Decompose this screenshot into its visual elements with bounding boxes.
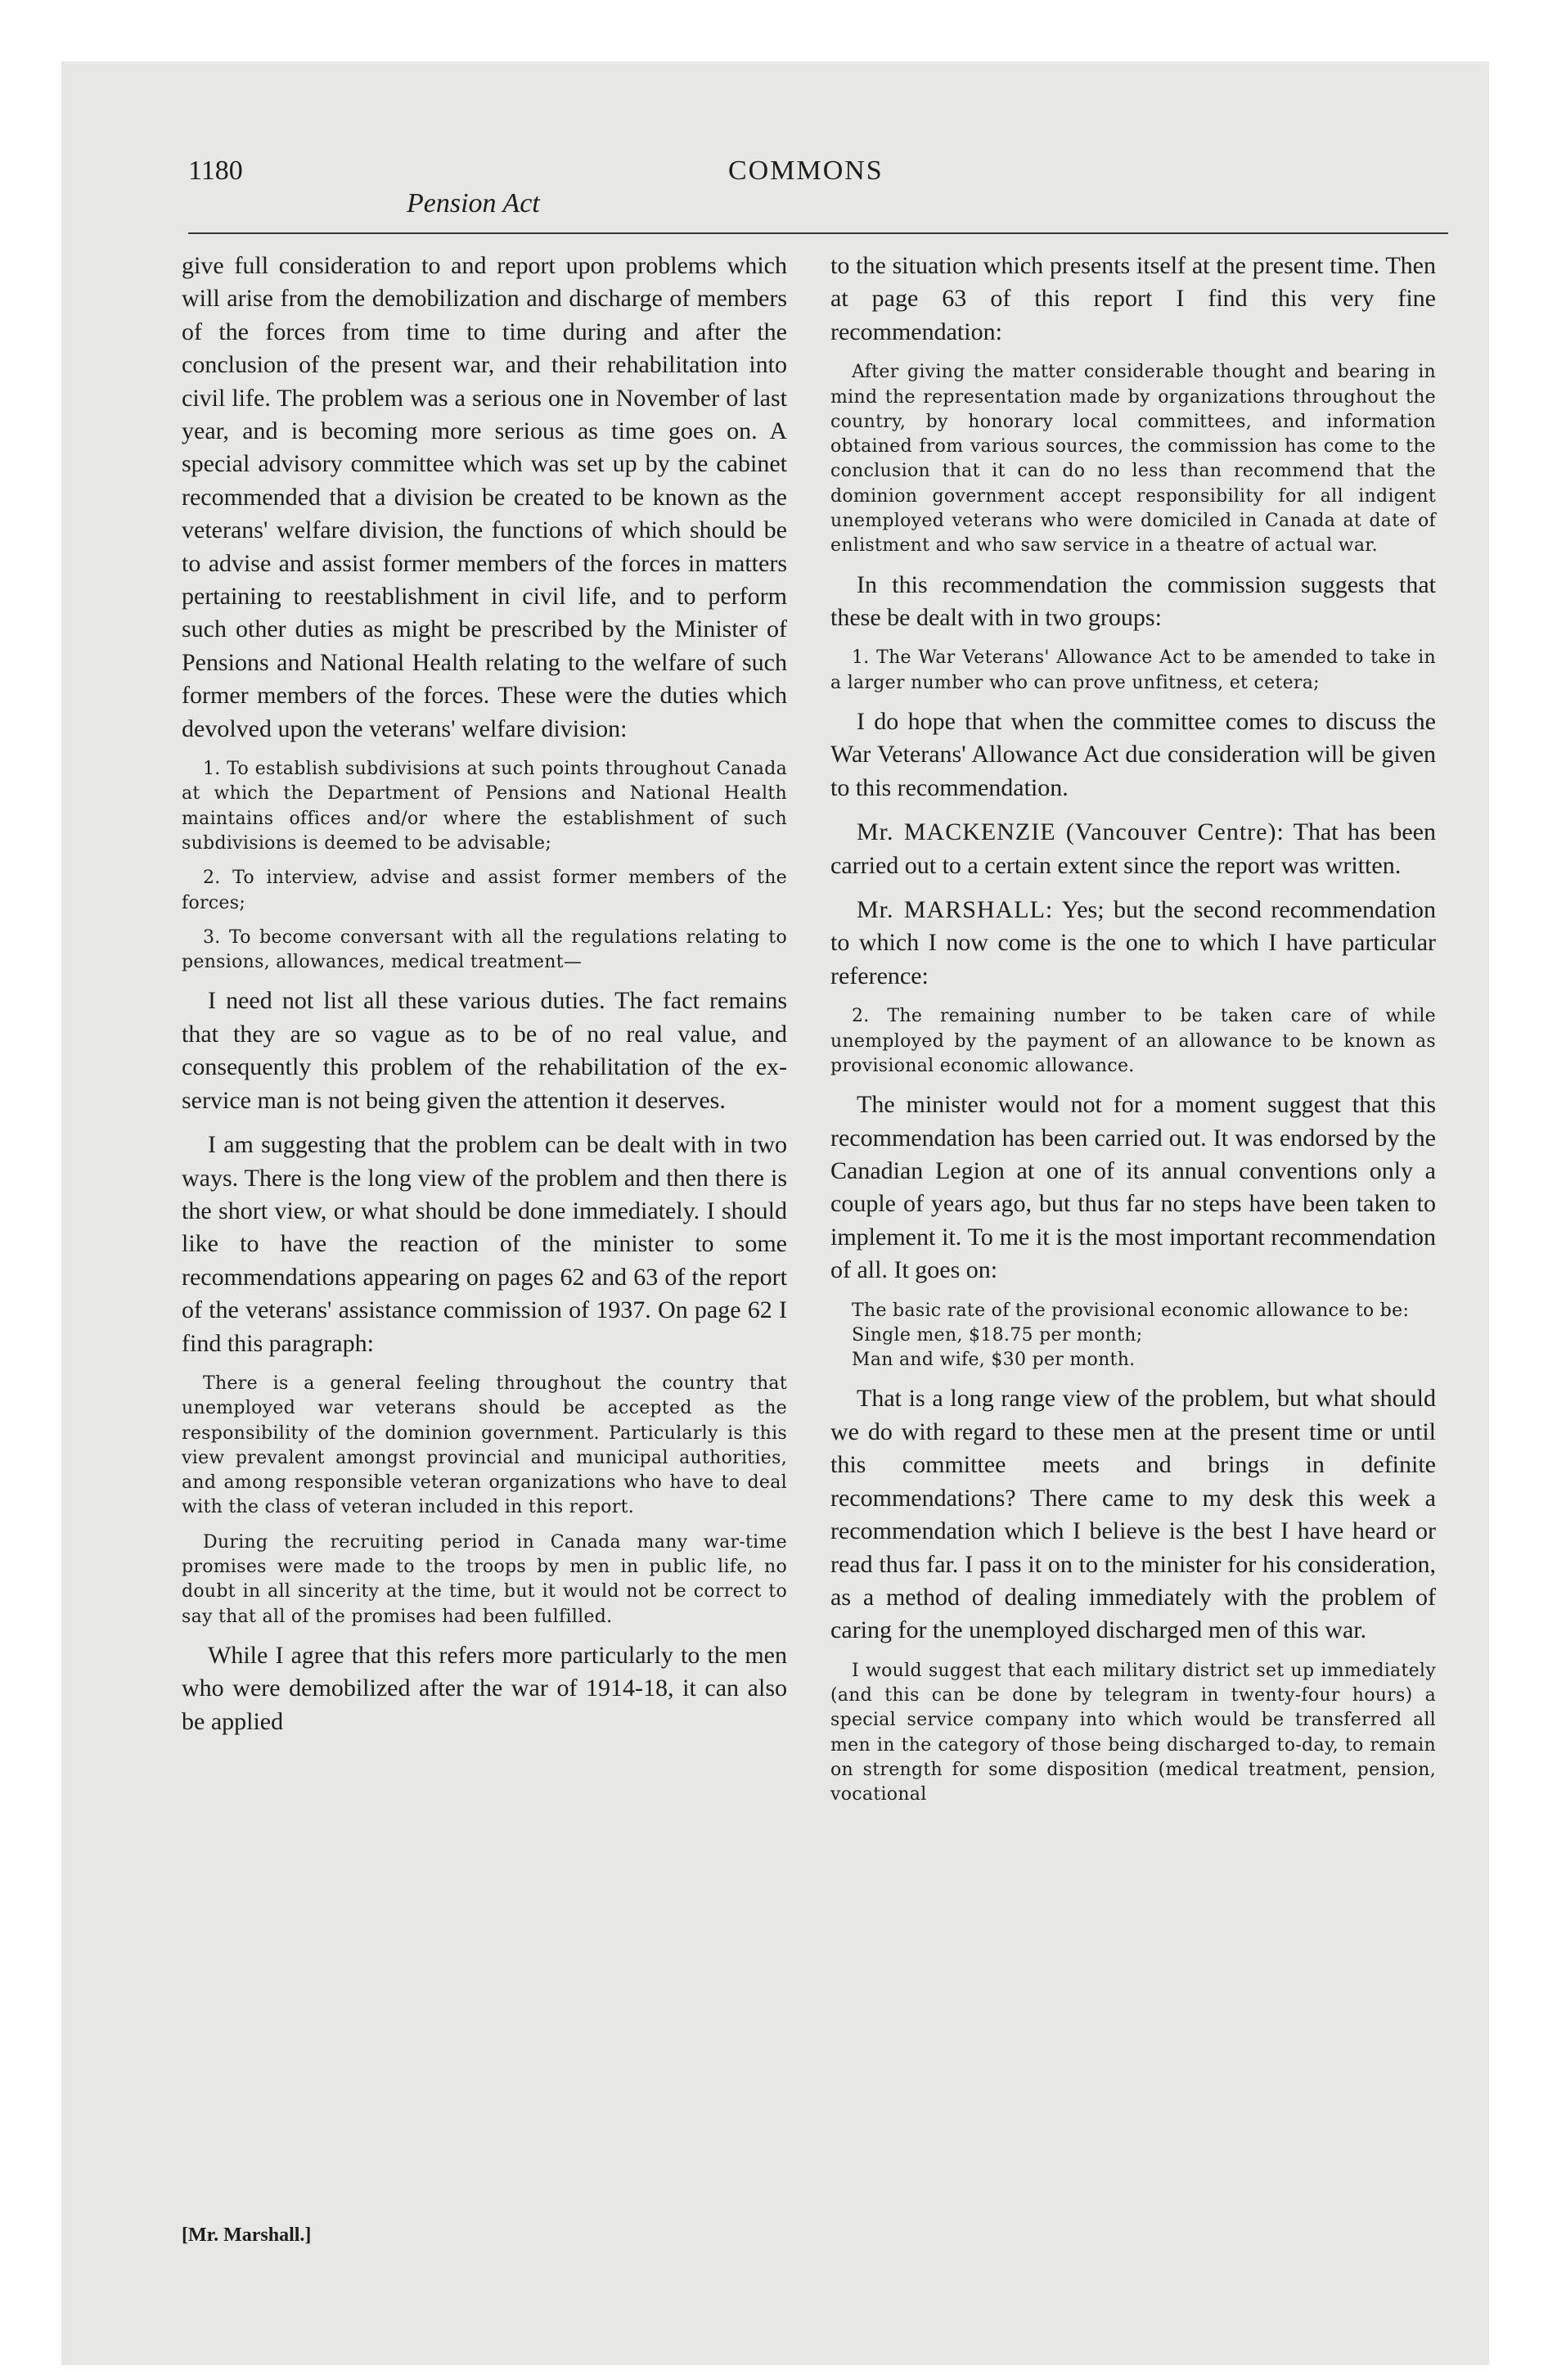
header-rule (188, 232, 1448, 234)
left-quote-3: 3. To become conversant with all the regulations relating to pensions, allowances, medical treatment— (182, 926, 787, 973)
right-quote-1: After giving the matter considerable thought and bearing in mind the representation made by organizations throughout the country, by honorary local committees, and information obtained from various sources, the commission has come to the conclusion that it can do no less than recommend that the dominion government accept responsibility for all indigent unemployed veterans who were domiciled in Canada at date of enlistment and who saw service in a theatre of actual war. (830, 362, 1436, 557)
right-paragraph-1: to the situation which presents itself at the present time. Then at page 63 of this report I find this very fine recommendation: (830, 252, 1436, 345)
left-paragraph-4: While I agree that this refers more particularly to the men who were demobilized after the war of 1914-18, it can also be applied (182, 1641, 787, 1735)
right-quote-2: 1. The War Veterans' Allowance Act to be amended to take in a larger number who can prove unfitness, et cetera; (830, 647, 1436, 693)
speaker-marshall: Mr. MARSHALL: (857, 896, 1054, 924)
right-quote-6: Man and wife, $30 per month. (852, 1350, 1136, 1371)
right-paragraph-7: That is a long range view of the problem, but what should we do with regard to these men at the present time or until this committee meets and brings in definite recommendations? There came to my desk this week a recommendation which I believe is the best I have heard or read thus far. I pass it on to the minister for his consideration, as a method of dealing immediately with the problem of caring for the unemployed discharged men of this war. (830, 1385, 1436, 1644)
right-paragraph-5: Mr. MARSHALL: Yes; but the second recommendation to which I now come is the one to which I have particular reference: (830, 896, 1437, 989)
left-quote-2: 2. To interview, advise and assist former members of the forces; (182, 868, 787, 913)
left-quote-1: 1. To establish subdivisions at such points throughout Canada at which the Department of Pensions and National Health maintains offices and/or where the establishment of such subdivisions is deemed to be advisable; (182, 759, 787, 854)
right-quote-5: Single men, $18.75 per month; (852, 1324, 1143, 1346)
right-column (830, 250, 1436, 1818)
right-paragraph-6: The minister would not for a moment suggest that this recommendation has been carried out. It was endorsed by the Canadian Legion at one of its annual conventions only a couple of years ago, but thus far no steps have been taken to implement it. To me it is the most important recommendation of all. It goes on: (830, 1091, 1436, 1284)
left-paragraph-2: I need not list all these various duties. The fact remains that they are so vague as to be of no real value, and consequently this problem of the rehabilitation of the ex-service man is not being given the attention it deserves. (182, 987, 787, 1114)
left-column (182, 250, 787, 1750)
right-quote-7: I would suggest that each military district set up immediately (and this can be done by telegram in twenty-four hours) a special service company into which would be transferred all men in the category of those being discharged to-day, to remain on strength for some disposition (medical treatment, pension, vocational (830, 1660, 1436, 1805)
running-head: Pension Act (407, 188, 540, 219)
right-paragraph-3: I do hope that when the committee comes to discuss the War Veterans' Allowance Act due consideration will be given to this recommendation. (830, 708, 1436, 801)
right-paragraph-2: In this recommendation the commission suggests that these be dealt with in two groups: (830, 570, 1436, 631)
right-quote-4: The basic rate of the provisional economic allowance to be: (852, 1300, 1410, 1321)
right-quote-3: 2. The remaining number to be taken care of while unemployed by the payment of an allowance to be known as provisional economic allowance. (830, 1006, 1436, 1076)
page-number: 1180 (188, 156, 243, 186)
page-header (188, 156, 1448, 237)
speaker-attribution: [Mr. Marshall.] (182, 2224, 312, 2246)
left-quote-4: There is a general feeling throughout the country that unemployed war veterans should be accepted as the responsibility of the dominion government. Particularly is this view prevalent amongst provincial and municipal authorities, and among responsible veteran organizations who have to deal with the class of veteran included in this report. (182, 1373, 787, 1518)
left-paragraph-1: give full consideration to and report upon problems which will arise from the demobilization and discharge of members of the forces from time to time during and after the conclusion of the present war, and their rehabilitation into civil life. The problem was a serious one in November of last year, and is becoming more serious as time goes on. A special advisory committee which was set up by the cabinet recommended that a division be created to be known as the veterans' welfare division, the functions of which should be to advise and assist former members of the forces in matters pertaining to reestablishment in civil life, and to perform such other duties as might be prescribed by the Minister of Pensions and National Health relating to the welfare of such former members of the forces. These were the duties which devolved upon the veterans' welfare division: (182, 252, 787, 742)
left-quote-5: During the recruiting period in Canada many war-time promises were made to the troops by men in public life, no doubt in all sincerity at the time, but it would not be correct to say that all of the promises had been fulfilled. (182, 1531, 787, 1627)
speaker-mackenzie: Mr. MACKENZIE (Vancouver Centre): (857, 818, 1285, 846)
right-paragraph-4: Mr. MACKENZIE (Vancouver Centre): That has been carried out to a certain extent since the report was written. (830, 818, 1436, 879)
left-paragraph-3: I am suggesting that the problem can be dealt with in two ways. There is the long view of the problem and then there is the short view, or what should be done immediately. I should like to have the reaction of the minister to some recommendations appearing on pages 62 and 63 of the report of the veterans' assistance commission of 1937. On page 62 I find this paragraph: (182, 1131, 787, 1357)
house-title: COMMONS (728, 156, 884, 186)
